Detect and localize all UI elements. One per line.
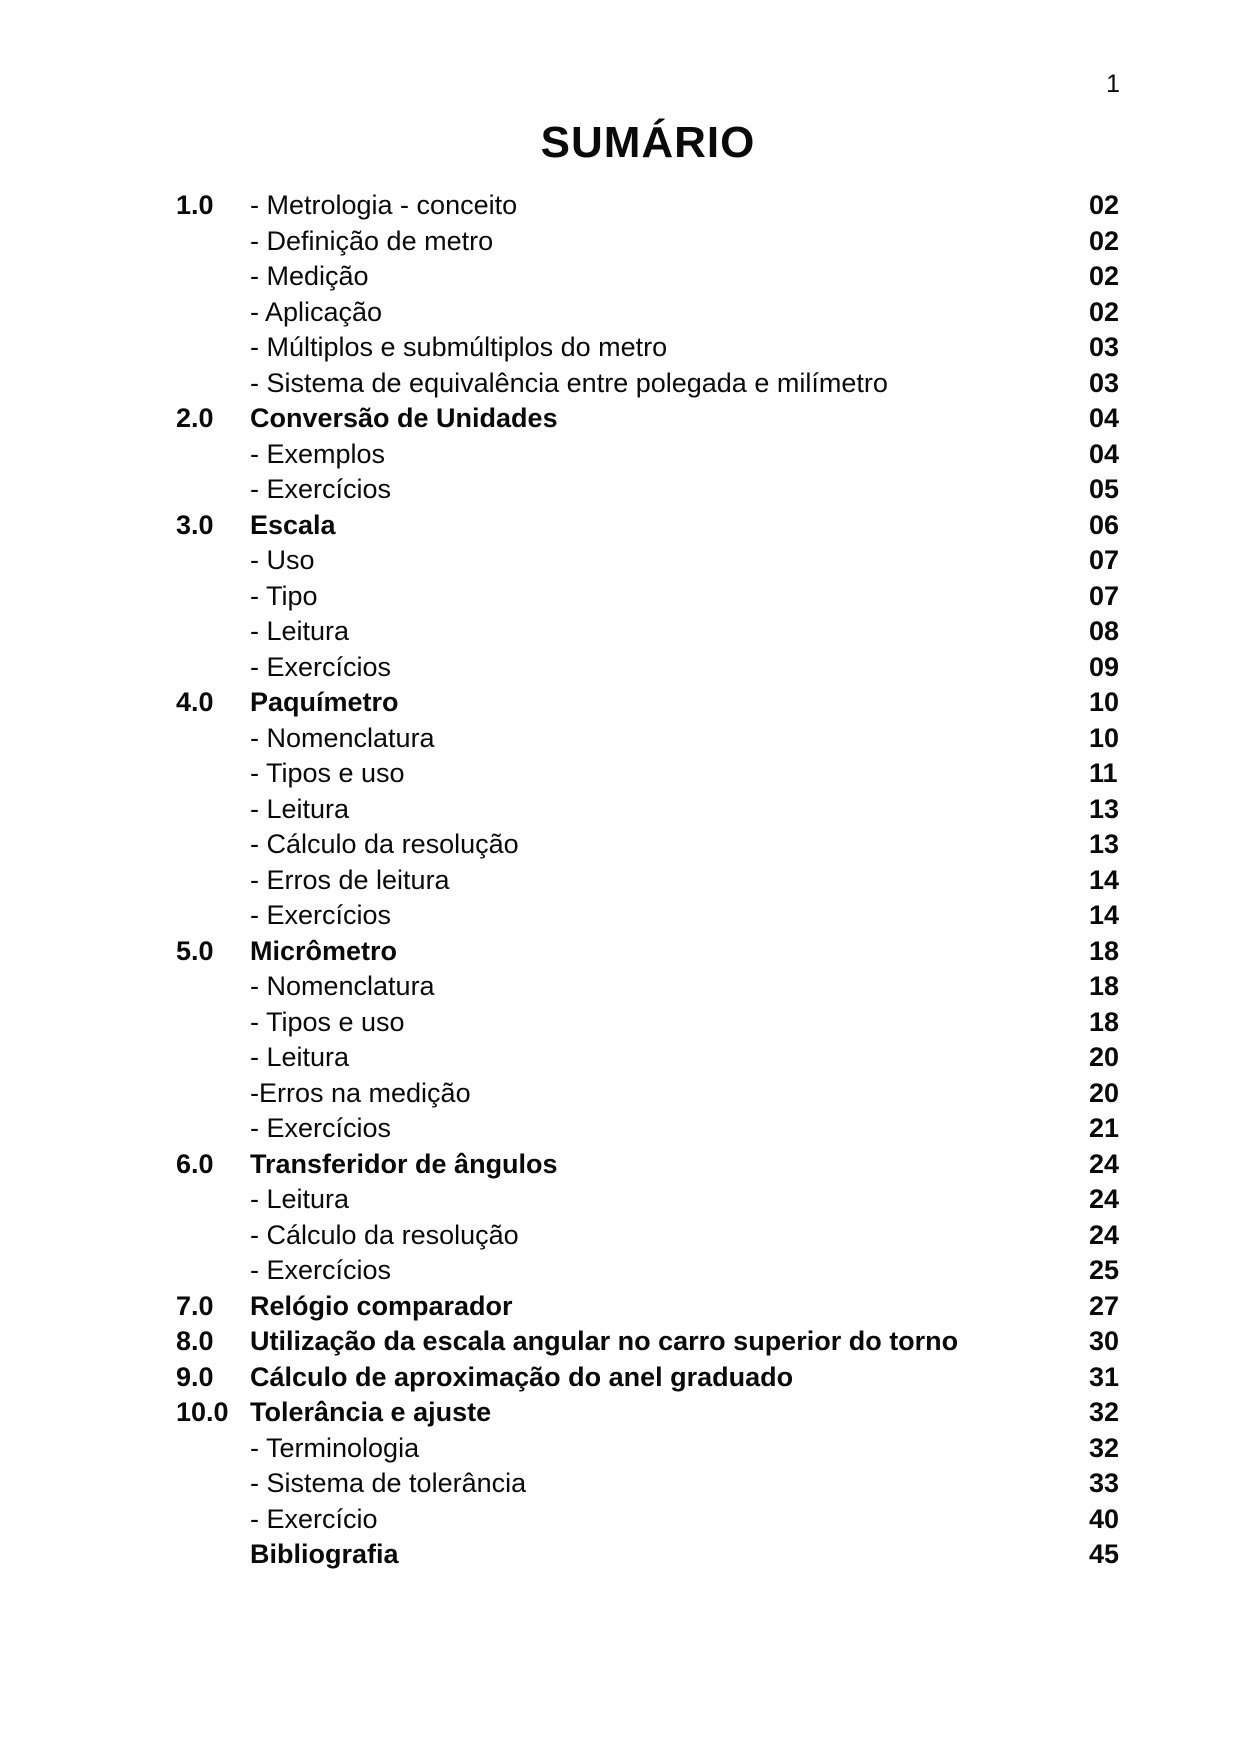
toc-row <box>0 543 1240 579</box>
toc-row-title: - Exercícios <box>250 1113 392 1143</box>
toc-row <box>0 295 1240 331</box>
toc-row <box>0 721 1240 757</box>
toc-row <box>0 863 1240 899</box>
toc-row <box>0 650 1240 686</box>
toc-row-title: - Nomenclatura <box>250 971 435 1001</box>
toc-row-number: 5.0 <box>176 935 214 966</box>
toc-row-title: - Nomenclatura <box>250 722 435 753</box>
toc-row-title: - Leitura <box>250 1042 350 1072</box>
toc-row-title: - Metrologia - conceito <box>250 190 518 220</box>
toc-row-page: 18 <box>1089 935 1120 966</box>
toc-row <box>0 330 1240 366</box>
toc-row <box>0 1218 1240 1254</box>
toc-row <box>0 259 1240 295</box>
toc-row-page: 40 <box>1089 1503 1120 1534</box>
toc-row-page: 21 <box>1089 1113 1120 1143</box>
toc-row <box>0 1005 1240 1041</box>
toc-row-page: 20 <box>1089 1042 1120 1072</box>
toc-row <box>0 1040 1240 1076</box>
toc-row-page: 24 <box>1089 1184 1120 1214</box>
toc-row-page: 04 <box>1089 438 1120 469</box>
toc-row-title: - Tipos e uso <box>250 1006 405 1037</box>
toc-row-page: 02 <box>1089 296 1120 327</box>
toc-row <box>0 401 1240 437</box>
toc-row-page: 06 <box>1089 509 1120 540</box>
toc-row-page: 24 <box>1089 1219 1120 1250</box>
toc-row <box>0 472 1240 508</box>
toc-row-title: - Exercícios <box>250 474 392 504</box>
toc-row-page: 32 <box>1089 1397 1120 1427</box>
toc-row <box>0 898 1240 934</box>
toc-row-title: Tolerância e ajuste <box>250 1397 492 1427</box>
toc-row-title: - Tipo <box>250 580 318 611</box>
toc-row-page: 09 <box>1089 651 1120 682</box>
toc-row-page: 30 <box>1089 1326 1120 1356</box>
toc-row-title: - Leitura <box>250 616 350 646</box>
toc-row-page: 11 <box>1089 758 1118 788</box>
toc-row <box>0 437 1240 473</box>
toc-row-page: 02 <box>1089 190 1120 220</box>
toc-row-page: 07 <box>1089 545 1120 575</box>
toc-row-title: Escala <box>250 509 336 540</box>
toc-row-page: 05 <box>1089 474 1120 504</box>
toc-row <box>0 1253 1240 1289</box>
toc-row <box>0 1289 1240 1325</box>
toc-row <box>0 1182 1240 1218</box>
toc-row-page: 10 <box>1089 687 1120 717</box>
toc-row-title: - Definição de metro <box>250 225 494 256</box>
toc-row <box>0 1324 1240 1360</box>
toc-row <box>0 1147 1240 1183</box>
toc-row <box>0 1502 1240 1538</box>
toc-row <box>0 614 1240 650</box>
toc-row <box>0 827 1240 863</box>
toc-row-title: - Sistema de equivalência entre polegada e milímetro <box>250 367 888 398</box>
toc-row-title: Transferidor de ângulos <box>250 1148 558 1179</box>
toc-row-page: 20 <box>1089 1077 1120 1108</box>
toc-row-title: Bibliografia <box>250 1539 399 1569</box>
toc-row-page: 02 <box>1089 225 1120 256</box>
toc-row-page: 27 <box>1089 1290 1120 1321</box>
page-number: 1 <box>1106 70 1120 98</box>
toc-row-title: - Aplicação <box>250 296 383 327</box>
page-title: SUMÁRIO <box>540 118 756 167</box>
toc-row-title: Micrômetro <box>250 935 398 966</box>
toc-row-page: 08 <box>1089 616 1120 646</box>
toc-row-page: 18 <box>1089 1006 1120 1037</box>
toc-row <box>0 1111 1240 1147</box>
toc-row-title: Conversão de Unidades <box>250 403 558 433</box>
toc-row <box>0 969 1240 1005</box>
toc-row <box>0 579 1240 615</box>
toc-row-number: 8.0 <box>176 1326 214 1356</box>
toc-row-page: 18 <box>1089 971 1120 1001</box>
toc-row-page: 03 <box>1089 332 1120 362</box>
toc-row-title: - Múltiplos e submúltiplos do metro <box>250 332 668 362</box>
toc-row <box>0 508 1240 544</box>
toc-row-title: - Medição <box>250 261 369 291</box>
toc-row-page: 13 <box>1089 829 1120 859</box>
toc-row-title: - Cálculo da resolução <box>250 1219 519 1250</box>
toc-row <box>0 934 1240 970</box>
toc-row-page: 04 <box>1089 403 1120 433</box>
toc-row-title: - Uso <box>250 545 315 575</box>
toc-row-title: - Exercícios <box>250 900 392 930</box>
toc-row-number: 10.0 <box>176 1397 229 1427</box>
toc-row-title: Utilização da escala angular no carro superior do torno <box>250 1326 959 1356</box>
toc-row-number: 7.0 <box>176 1290 214 1321</box>
toc-row <box>0 1360 1240 1396</box>
toc-row <box>0 1537 1240 1573</box>
toc-row-page: 45 <box>1089 1539 1120 1569</box>
toc-row <box>0 1431 1240 1467</box>
toc-row-page: 13 <box>1089 793 1120 824</box>
toc-row-page: 07 <box>1089 580 1120 611</box>
toc-row <box>0 1076 1240 1112</box>
toc-row-title: - Exercício <box>250 1503 378 1534</box>
toc-row-number: 1.0 <box>176 190 214 220</box>
toc-row-title: - Tipos e uso <box>250 758 405 788</box>
toc-row-title: Paquímetro <box>250 687 399 717</box>
toc-row-page: 31 <box>1089 1361 1120 1392</box>
toc-row-page: 24 <box>1089 1148 1120 1179</box>
toc-row <box>0 1395 1240 1431</box>
toc-row-title: Relógio comparador <box>250 1290 513 1321</box>
toc-row-number: 6.0 <box>176 1148 214 1179</box>
toc-row-title: - Exercícios <box>250 651 392 682</box>
toc-row-number: 2.0 <box>176 403 214 433</box>
toc-row <box>0 1466 1240 1502</box>
toc-row-title: - Erros de leitura <box>250 864 450 895</box>
toc-row-title: - Terminologia <box>250 1432 420 1463</box>
toc-row-number: 3.0 <box>176 509 214 540</box>
toc-row <box>0 756 1240 792</box>
toc-row-page: 03 <box>1089 367 1120 398</box>
toc-row-number: 4.0 <box>176 687 214 717</box>
toc-row-page: 33 <box>1089 1468 1120 1498</box>
toc-row-title: - Leitura <box>250 1184 350 1214</box>
toc-row-number: 9.0 <box>176 1361 214 1392</box>
toc-row <box>0 366 1240 402</box>
toc-row <box>0 792 1240 828</box>
toc-row-page: 25 <box>1089 1255 1120 1285</box>
toc-row-title: - Cálculo da resolução <box>250 829 519 859</box>
toc-row-title: - Exercícios <box>250 1255 392 1285</box>
toc-row-title: -Erros na medição <box>250 1077 471 1108</box>
toc-list <box>0 188 1240 1573</box>
toc-row-page: 10 <box>1089 722 1120 753</box>
toc-row-page: 14 <box>1089 900 1120 930</box>
toc-row <box>0 188 1240 224</box>
toc-row-title: Cálculo de aproximação do anel graduado <box>250 1361 794 1392</box>
toc-row-title: - Exemplos <box>250 438 386 469</box>
toc-row <box>0 224 1240 260</box>
toc-row-title: - Sistema de tolerância <box>250 1468 527 1498</box>
toc-row-page: 32 <box>1089 1432 1120 1463</box>
toc-row-page: 14 <box>1089 864 1120 895</box>
toc-row-page: 02 <box>1089 261 1120 291</box>
toc-row <box>0 685 1240 721</box>
toc-row-title: - Leitura <box>250 793 350 824</box>
